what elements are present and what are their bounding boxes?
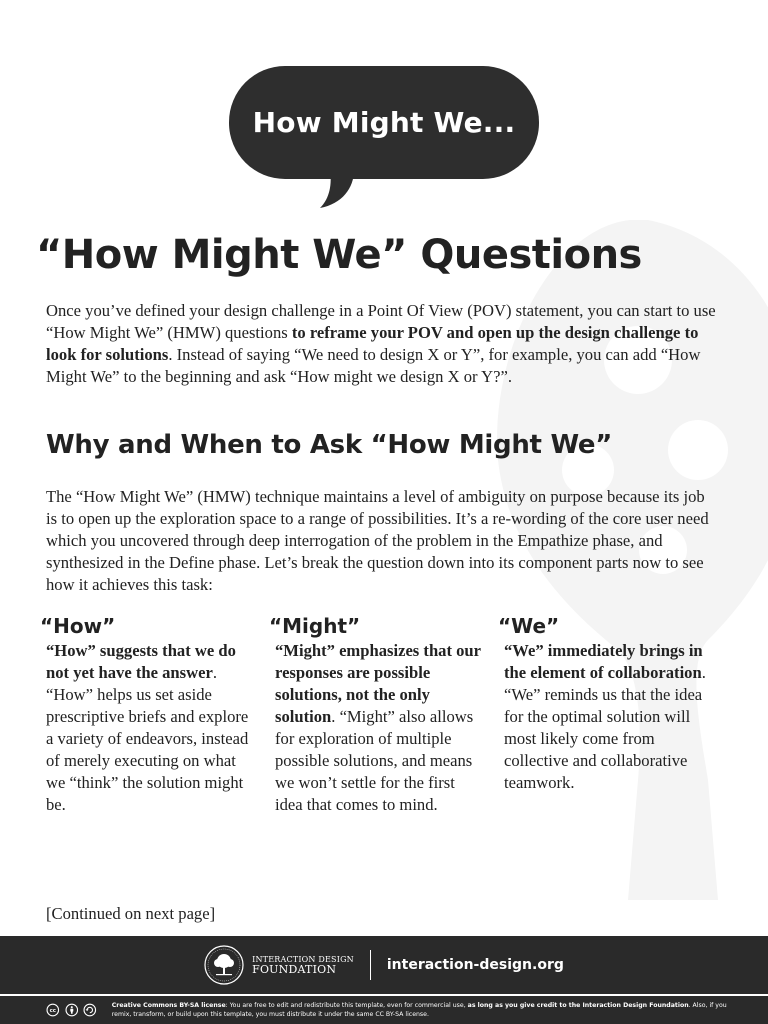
license-row (46, 997, 746, 1023)
speech-bubble-tail (316, 170, 360, 210)
license-text-1: : You are free to edit and redistribute this template, even for commercial use, (225, 1002, 468, 1009)
idf-logo-icon (204, 945, 244, 985)
column-might-bold: “Might” emphasizes that our responses are possible solutions, not the only solution (275, 641, 481, 726)
column-we-heading: “We” (498, 614, 560, 638)
column-might-text: . “Might” also allows for exploration of multiple possible solutions, and means we won’t settle for the first idea that comes to mind. (275, 707, 474, 814)
section-title: Why and When to Ask “How Might We” (46, 430, 613, 460)
column-how-body (40, 640, 255, 816)
idf-logo-text (252, 955, 354, 975)
footer-divider (370, 950, 371, 980)
share-alike-icon (83, 1000, 97, 1020)
cc-icon (46, 1000, 60, 1020)
column-might (269, 614, 484, 816)
column-how (40, 614, 255, 816)
logo-line-2: FOUNDATION (252, 963, 337, 976)
intro-bold-text: to reframe your POV and open up the design challenge to look for solutions (46, 323, 699, 364)
bubble-text: How Might We... (252, 106, 516, 139)
license-bold-1: Creative Commons BY-SA license (111, 1002, 226, 1009)
continued-note: [Continued on next page] (46, 904, 216, 923)
license-text (112, 1001, 746, 1019)
logo-line-1: INTERACTION DESIGN (252, 955, 354, 964)
column-we-body (498, 640, 713, 794)
column-how-bold: “How” suggests that we do not yet have the answer (46, 641, 236, 682)
intro-text-1: Once you’ve defined your design challenge in a Point Of View (POV) statement, you can start to use “How Might We” (HMW) questions (46, 301, 716, 342)
license-bold-2: as long as you give credit to the Interaction Design Foundation (467, 1002, 689, 1009)
column-might-body (269, 640, 484, 816)
intro-text-2: . Instead of saying “We need to design X or Y”, for example, you can add “How Might We” to the beginning and ask “How might we design X or Y?”. (46, 345, 701, 386)
column-might-heading: “Might” (269, 614, 361, 638)
column-how-heading: “How” (40, 614, 116, 638)
column-we-bold: “We” immediately brings in the element of collaboration (504, 641, 703, 682)
column-how-text: . “How” helps us set aside prescriptive briefs and explore a variety of endeavors, instead of merely executing on what we “think” the solution might be. (46, 663, 249, 814)
license-text-2: . Also, if you remix, transform, or build upon this template, you must distribute it under the same CC BY-SA license. (111, 1002, 727, 1018)
svg-text:cc: cc (49, 1008, 57, 1015)
footer-rule (0, 994, 768, 996)
column-we (498, 614, 713, 794)
speech-bubble (229, 66, 539, 179)
column-we-text: . “We” reminds us that the idea for the optimal solution will most likely come from collective and collaborative teamwork. (504, 663, 706, 792)
section-paragraph: The “How Might We” (HMW) technique maintains a level of ambiguity on purpose because its job is to open up the exploration space to a range of possibilities. It’s a re-wording of the core user need which you uncovered through deep interrogation of the problem in the Empathize phase, and synthesized in the Define phase. Let’s break the question down into its component parts now to see how it achieves this task: (46, 487, 709, 594)
footer (0, 936, 768, 1024)
attribution-icon (65, 1000, 79, 1020)
site-url-link[interactable]: interaction-design.org (386, 957, 564, 973)
footer-brand-row (0, 936, 768, 994)
page-title: “How Might We” Questions (36, 232, 642, 278)
intro-paragraph (46, 300, 716, 388)
